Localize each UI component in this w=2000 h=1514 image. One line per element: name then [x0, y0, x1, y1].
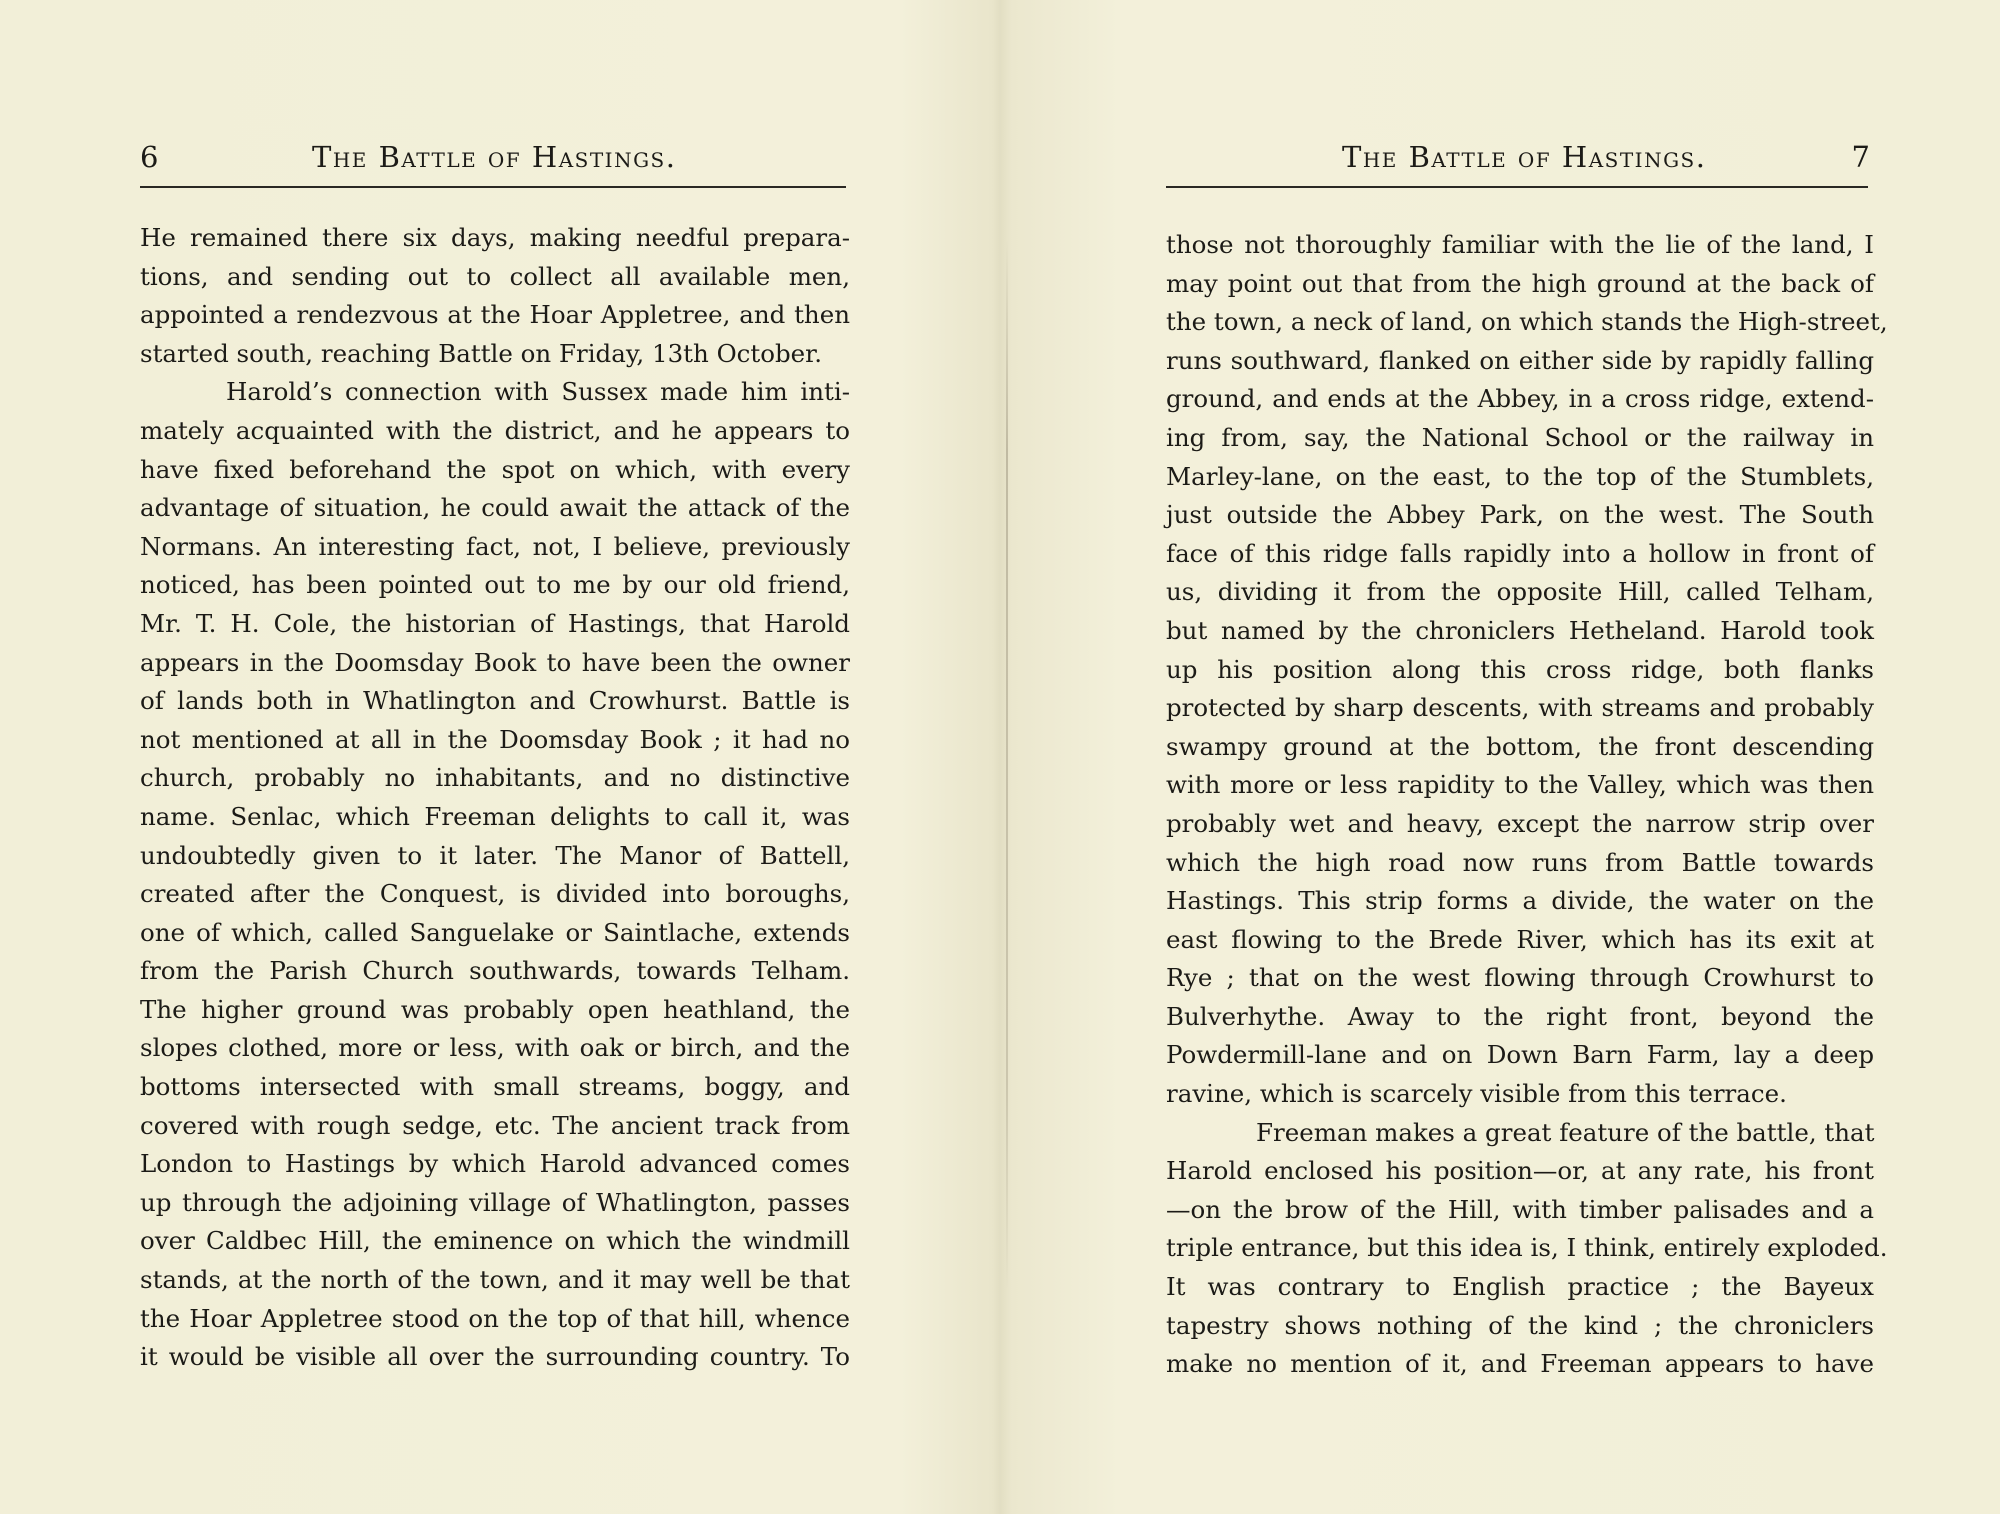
text-line: stands, at the north of the town, and it may well be that — [140, 1265, 850, 1295]
text-line: Powdermill-lane and on Down Barn Farm, lay a deep — [1166, 1040, 1874, 1070]
text-line: ing from, say, the National School or the railway in — [1166, 422, 1874, 452]
running-head — [1166, 140, 1874, 184]
text-line: —on the brow of the Hill, with timber palisades and a — [1166, 1194, 1874, 1224]
running-title: The Battle of Hastings. — [312, 140, 677, 174]
text-line: The higher ground was probably open heathland, the — [140, 994, 850, 1024]
text-line: runs southward, flanked on either side by rapidly falling — [1166, 345, 1874, 375]
text-line: have fixed beforehand the spot on which, with every — [140, 454, 850, 484]
text-line: Harold’s connection with Sussex made him inti- — [226, 377, 850, 407]
text-line: just outside the Abbey Park, on the west. The South — [1166, 500, 1874, 530]
text-line: one of which, called Sanguelake or Saintlache, extends — [140, 917, 850, 947]
book-gutter — [1006, 240, 1008, 1290]
text-line: up through the adjoining village of Whatlington, passes — [140, 1187, 850, 1217]
text-line: not mentioned at all in the Doomsday Book ; it had no — [140, 724, 850, 754]
text-line: church, probably no inhabitants, and no distinctive — [140, 763, 850, 793]
page-number: 7 — [1851, 140, 1870, 174]
text-line: Hastings. This strip forms a divide, the water on the — [1166, 886, 1874, 916]
text-line: face of this ridge falls rapidly into a hollow in front of — [1166, 538, 1874, 568]
text-line: it would be visible all over the surrounding country. To — [140, 1342, 850, 1372]
text-line: It was contrary to English practice ; the Bayeux — [1166, 1272, 1874, 1302]
text-line: noticed, has been pointed out to me by our old friend, — [140, 570, 850, 600]
text-line: may point out that from the high ground at the back of — [1166, 268, 1874, 298]
text-line: up his position along this cross ridge, both flanks — [1166, 654, 1874, 684]
text-line: make no mention of it, and Freeman appears to have — [1166, 1349, 1874, 1379]
running-title: The Battle of Hastings. — [1342, 140, 1707, 174]
text-line: ravine, which is scarcely visible from this terrace. — [1166, 1079, 1787, 1109]
text-line: which the high road now runs from Battle towards — [1166, 847, 1874, 877]
text-line: appears in the Doomsday Book to have been the owner — [140, 647, 850, 677]
text-line: created after the Conquest, is divided into boroughs, — [140, 879, 850, 909]
text-line: those not thoroughly familiar with the lie of the land, I — [1166, 230, 1874, 259]
text-line: Normans. An interesting fact, not, I believe, previously — [140, 531, 850, 561]
text-line: He remained there six days, making needful prepara- — [140, 223, 850, 252]
text-line: Rye ; that on the west flowing through Crowhurst to — [1166, 963, 1874, 993]
text-line: advantage of situation, he could await the attack of the — [140, 493, 850, 523]
text-line: covered with rough sedge, etc. The ancient track from — [140, 1110, 850, 1140]
text-line: undoubtedly given to it later. The Manor of Battell, — [140, 840, 850, 870]
text-line: probably wet and heavy, except the narrow strip over — [1166, 808, 1874, 838]
text-line: but named by the chroniclers Hetheland. Harold took — [1166, 615, 1874, 645]
page-number: 6 — [140, 140, 159, 174]
text-line: mately acquainted with the district, and he appears to — [140, 415, 850, 445]
text-line: London to Hastings by which Harold advanced comes — [140, 1149, 850, 1179]
header-rule — [1166, 186, 1868, 188]
text-line: triple entrance, but this idea is, I think, entirely exploded. — [1166, 1233, 1888, 1263]
text-line: slopes clothed, more or less, with oak or birch, and the — [140, 1033, 850, 1063]
text-line: tapestry shows nothing of the kind ; the chroniclers — [1166, 1310, 1874, 1340]
text-line: of lands both in Whatlington and Crowhurst. Battle is — [140, 686, 850, 716]
text-line: Marley-lane, on the east, to the top of the Stumblets, — [1166, 461, 1874, 491]
text-line: the town, a neck of land, on which stands the High-street, — [1166, 307, 1888, 337]
page-body — [140, 219, 850, 1377]
text-line: the Hoar Appletree stood on the top of that hill, whence — [140, 1303, 850, 1333]
text-line: bottoms intersected with small streams, boggy, and — [140, 1072, 850, 1102]
text-line: ground, and ends at the Abbey, in a cross ridge, extend- — [1166, 384, 1874, 414]
text-line: tions, and sending out to collect all available men, — [140, 261, 850, 291]
text-line: us, dividing it from the opposite Hill, called Telham, — [1166, 577, 1874, 607]
text-line: Freeman makes a great feature of the battle, that — [1256, 1117, 1875, 1147]
page-body — [1166, 226, 1888, 1384]
text-line: protected by sharp descents, with streams and probably — [1166, 693, 1874, 723]
text-line: Harold enclosed his position—or, at any rate, his front — [1166, 1156, 1874, 1186]
text-line: name. Senlac, which Freeman delights to call it, was — [140, 801, 850, 831]
text-line: Mr. T. H. Cole, the historian of Hastings, that Harold — [140, 608, 850, 638]
text-line: appointed a rendezvous at the Hoar Appletree, and then — [140, 300, 850, 330]
text-line: started south, reaching Battle on Friday, 13th October. — [140, 338, 822, 368]
text-line: east flowing to the Brede River, which has its exit at — [1166, 924, 1874, 954]
running-head — [140, 140, 850, 184]
text-line: from the Parish Church southwards, towards Telham. — [140, 956, 850, 986]
text-line: over Caldbec Hill, the eminence on which the windmill — [140, 1226, 850, 1256]
header-rule — [140, 186, 846, 188]
text-line: Bulverhythe. Away to the right front, beyond the — [1166, 1001, 1874, 1031]
text-line: with more or less rapidity to the Valley, which was then — [1166, 770, 1874, 800]
text-line: swampy ground at the bottom, the front descending — [1166, 731, 1874, 761]
